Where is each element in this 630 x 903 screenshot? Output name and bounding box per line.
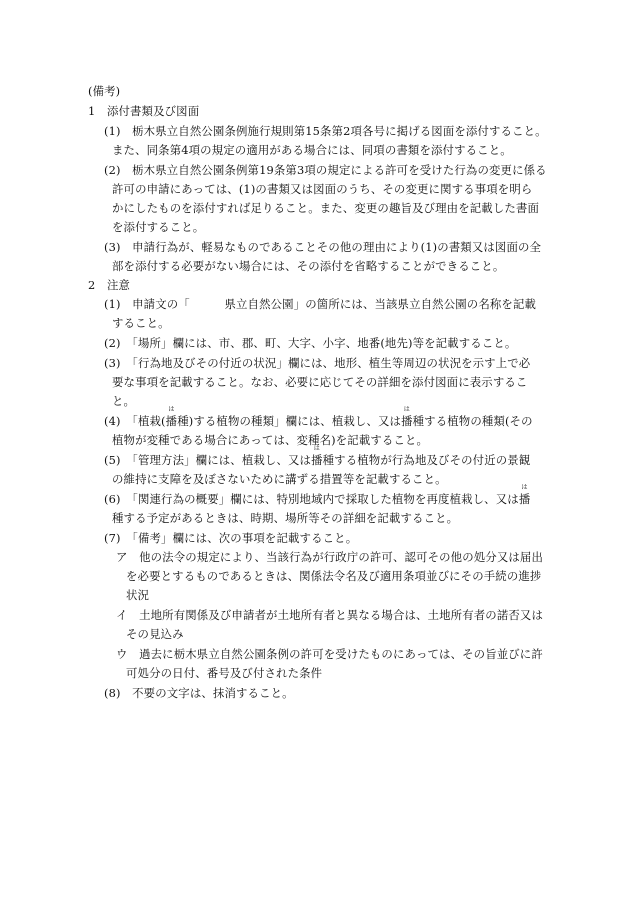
s2-item-7-line-1: (7) 「備考」欄には、次の事項を記載すること。 [104, 531, 358, 545]
s2-item-7-a-line-3: 状況 [126, 588, 150, 602]
s1-item-2-line-2: 許可の申請にあっては、(1)の書類又は図面のうち、その変更に関する事項を明ら [112, 182, 533, 196]
s1-item-3-line-1: (3) 申請行為が、軽易なものであることその他の理由により(1)の書類又は図面の全 [104, 240, 542, 254]
s1-item-1-line-2: また、同条第4項の規定の適用がある場合には、同項の書類を添付すること。 [112, 143, 512, 157]
s2-item-2-line-1: (2) 「場所」欄には、市、郡、町、大字、小字、地番(地先)等を記載すること。 [104, 336, 517, 350]
section-2-heading: 2 注意 [88, 278, 131, 292]
s1-item-2-line-4: を添付すること。 [112, 220, 205, 234]
text-run: (5) 「管理方法」欄には、植栽し、又は [104, 453, 312, 467]
ruby-char [401, 406, 413, 428]
s2-item-6-line-1 [104, 484, 531, 506]
s2-item-1-line-1: (1) 申請文の「 県立自然公園」の箇所には、当該県立自然公園の名称を記載 [104, 297, 537, 311]
text-run: (4) 「植栽( [104, 414, 166, 428]
s2-item-7-a-line-1: ア 他の法令の規定により、当該行為が行政庁の許可、認可その他の処分又は届出 [116, 550, 544, 564]
s2-item-7-a-line-2: を必要とするものであるときは、関係法令名及び適用条項並びにその手続の進捗 [126, 569, 542, 583]
s2-item-7-c-line-2: 可処分の日付、番号及び付された条件 [126, 666, 323, 680]
text-run: (6) 「関連行為の概要」欄には、特別地域内で採取した植物を再度植栽し、又は [104, 492, 519, 506]
ruby-reading: は [313, 445, 320, 452]
s1-item-2-line-3: かにしたものを添付すれば足りること。また、変更の趣旨及び理由を記載した書面 [112, 201, 540, 215]
s1-item-1-line-1: (1) 栃木県立自然公園条例施行規則第15条第2項各号に掲げる図面を添付すること。 [104, 124, 547, 138]
section-1-heading: 1 添付書類及び図面 [88, 104, 200, 118]
s2-item-4-line-2: 植物が変種である場合にあっては、変種名)を記載すること。 [112, 433, 429, 447]
s2-item-1-line-2: すること。 [112, 316, 170, 330]
s2-item-7-b-line-2: その見込み [126, 627, 184, 641]
s2-item-7-c-line-1: ウ 過去に栃木県立自然公園条例の許可を受けたものにあっては、その旨並びに許 [116, 647, 543, 661]
ruby-base: 播 [518, 492, 531, 506]
s1-item-3-line-2: 部を添付する必要がない場合には、その添付を省略することができること。 [112, 259, 505, 273]
s1-item-2-line-1: (2) 栃木県立自然公園条例第19条第3項の規定による許可を受けた行為の変更に係る [104, 163, 547, 177]
s2-item-3-line-1: (3) 「行為地及びその付近の状況」欄には、地形、植生等周辺の状況を示す上で必 [104, 356, 531, 370]
text-run: 種)する植物の種類」欄には、植栽し、又は [177, 414, 402, 428]
ruby-reading: は [168, 406, 175, 413]
s2-item-5-line-1 [104, 445, 531, 467]
ruby-reading: は [521, 484, 528, 491]
ruby-base: 播 [401, 414, 413, 428]
s2-item-8-line-1: (8) 不要の文字は、抹消すること。 [104, 686, 294, 700]
text-run: 種する植物が行為地及びその付近の景観 [322, 453, 531, 467]
s2-item-5-line-2: の維持に支障を及ぼさないために講ずる措置等を記載すること。 [112, 472, 447, 486]
ruby-base: 播 [165, 414, 178, 428]
s2-item-3-line-2: 要な事項を記載すること。なお、必要に応じてその詳細を添付図面に表示するこ [112, 375, 528, 389]
ruby-char [311, 445, 323, 467]
text-run: 種する植物の種類(その [412, 414, 533, 428]
s2-item-4-line-1 [104, 406, 533, 428]
s2-item-6-line-2: 種する予定があるときは、時期、場所等その詳細を記載すること。 [112, 511, 459, 525]
s2-item-7-b-line-1: イ 土地所有関係及び申請者が土地所有者と異なる場合は、土地所有者の諾否又は [116, 608, 544, 622]
s2-item-3-line-3: と。 [112, 394, 136, 408]
ruby-base: 播 [311, 453, 323, 467]
ruby-char [518, 484, 531, 506]
ruby-char [165, 406, 178, 428]
ruby-reading: は [403, 406, 410, 413]
remarks-heading: (備考) [88, 84, 121, 98]
